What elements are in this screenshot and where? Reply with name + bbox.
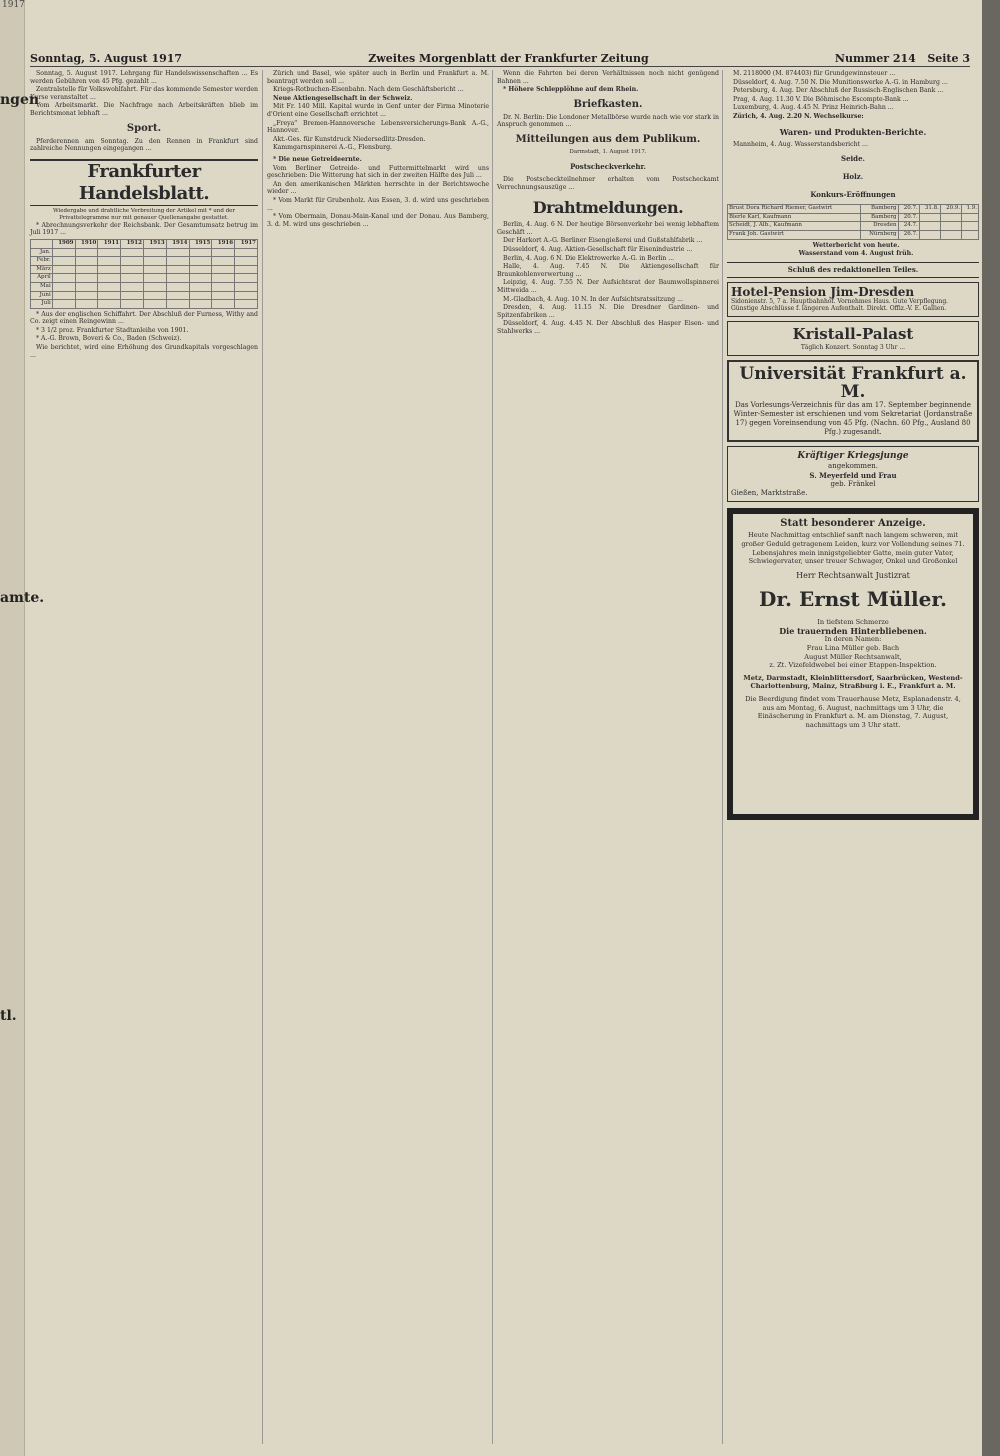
briefkasten-title: Briefkasten. [573, 98, 643, 110]
grubenholz-text: * Vom Markt für Grubenholz. Aus Essen, 3. d. wird uns geschrieben ... [267, 196, 489, 212]
handelsblatt-title: Frankfurter Handelsblatt. [30, 159, 258, 206]
anzeige-name: Dr. Ernst Müller. [758, 587, 948, 612]
col1-intro: Sonntag, 5. August 1917. Lehrgang für Handelswissenschaften ... Es werden Gebühren von 45 Pfg. gezahlt ... [30, 70, 258, 85]
anzeige-sub: In tiefstem Schmerze [817, 618, 889, 627]
harkort-text: Der Harkort A.-G. Berliner Eisengießerei und Gußstahlfabrik ... [503, 237, 703, 245]
table-row: Frank Joh. Gastwirt Nürnberg 26.7. [728, 230, 979, 239]
table-row: Juni [31, 291, 258, 300]
getreide-text: Vom Berliner Getreide- und Futtermittelmarkt wird uns geschrieben: Die Witterung hat sich in der zweiten Hälfte des Juli ... [267, 164, 489, 180]
col3-para2: Düsseldorf, 4. Aug. Aktien-Gesellschaft für Eisenindustrie ... [503, 245, 693, 253]
column-2 [262, 70, 489, 1444]
col2-para5: Akt.-Ges. für Kunstdruck Niedersedlitz-Dresden. [273, 135, 426, 143]
gutter-year: 1917 [2, 0, 25, 10]
col1-para4: * 3 1/2 proz. Frankfurter Stadtanleihe von 1901. [36, 326, 189, 334]
anzeige-text: Heute Nachmittag entschlief sanft nach langem schweren, mit großer Geduld getragenem Leiden, kurz vor Vollendung seines 71. Lebensjahres mein innigstgeliebter Gatte, mein guter Vater, Schwiegervater, unser treuer Schwager, Onkel und Großonkel [741, 531, 965, 566]
table-row: Scheidt, J. Alb., Kaufmann Dresden 24.7. [728, 222, 979, 231]
reichsbank-text: * Abrechnungsverkehr der Reichsbank. Der Gesamtumsatz betrug im Juli 1917 ... [30, 221, 258, 237]
obermain-text: * Vom Obermain, Donau-Main-Kanal und der Donau. Aus Bamberg, 3. d. M. wird uns geschrieben ... [267, 213, 489, 228]
gutter-word-1: ngen [0, 92, 40, 108]
col2-para2: Kriegs-Rotbuchen-Eisenbahn. Nach dem Geschäftsbericht ... [273, 86, 464, 94]
waren-title: Waren- und Produkten-Berichte. [779, 126, 927, 137]
col4-para1: M. 2118000 (M. 874403) für Grundgewinnsteuer ... [733, 70, 896, 77]
table-row: Jan. [31, 248, 258, 257]
kriegsjunge-ad [727, 446, 979, 502]
universitaet-ad [727, 360, 979, 442]
col1-para3: * Aus der englischen Schiffahrt. Der Abschluß der Furness, Withy and Co. zeigt einen Reingewinn ... [30, 310, 258, 326]
sport-title: Sport. [126, 122, 162, 134]
table-row: März [31, 265, 258, 274]
col2-para7: An den amerikanischen Märkten herrschte in der Berichtswoche wieder ... [267, 180, 489, 196]
header-number: Nummer 214 Seite 3 [834, 51, 970, 65]
kristall-title: Kristall-Palast [792, 324, 914, 343]
mourning-notice [727, 508, 979, 820]
table-row: April [31, 274, 258, 283]
kristall-text: Täglich Konzert. Sonntag 3 Uhr ... [800, 343, 906, 351]
reichsbank-table [30, 239, 258, 309]
schluss-text: Schluß des redaktionellen Teiles. [727, 262, 979, 278]
col2-para4: „Freya" Bremen-Hannoversche Lebensversicherungs-Bank A.-G., Hannover. [267, 119, 489, 135]
col1-para5: * A.-G. Brown, Boveri & Co., Baden (Schweiz). [36, 335, 182, 343]
col3-para3: Berlin, 4. Aug. 6 N. Die Elektrowerke A.-G. in Berlin ... [503, 254, 675, 262]
hotel-title: Hotel-Pension Jim-Dresden [731, 284, 915, 299]
konkurs-title: Konkurs-Eröffnungen [810, 190, 896, 200]
waren-text: Mannheim, 4. Aug. Wasserstandsbericht ... [733, 140, 868, 148]
table-row: Febr. [31, 257, 258, 266]
hotel-ad [727, 282, 979, 317]
col3-para5: Leipzig, 4. Aug. 7.55 N. Der Aufsichtsrat der Baumwollspinnerei Mittweida ... [497, 279, 719, 294]
col2-para6: Kammgarnspinnerei A.-G., Flensburg. [273, 144, 393, 152]
wechsel-text: Zürich, 4. Aug. 2.20 N. Wechselkurse: [733, 112, 864, 120]
kriegsjunge-place: Gießen, Marktstraße. [731, 488, 808, 497]
anzeige-places: Metz, Darmstadt, Kleinblittersdorf, Saarbrücken, Westend-Charlottenburg, Mainz, Straßburg i. E., Frankfurt a. M. [743, 673, 963, 691]
drahtmeldungen-title: Drahtmeldungen. [532, 198, 684, 218]
gutter-word-2: amte. [0, 590, 45, 606]
col3-para4: Halle, 4. Aug. 7.45 N. Die Aktiengesellschaft für Braunkohlenverwertung ... [497, 263, 719, 278]
wetter-text: Wetterbericht von heute. [812, 241, 900, 249]
col1-para1: Zentralstelle für Volkswohlfahrt. Für das kommende Semester werden Kurse veranstaltet ... [30, 86, 258, 101]
handelsblatt-sub: Wiedergabe und drahtliche Verbreitung der Artikel mit * und der Privattelegramme nur mit genauer Quellenangabe gestattet. [52, 207, 236, 221]
anzeige-sub3: In deren Namen: [824, 635, 882, 644]
anzeige-end: Die Beerdigung findet vom Trauerhause Metz, Esplanadenstr. 4, aus am Montag, 6. August, nachmittags um 3 Uhr, die Einäscherung in Frankfurt a. M. am Dienstag, 7. August, nachmittags um 3 Uhr statt. [745, 695, 961, 729]
col2-para3: Mit Fr. 140 Mill. Kapital wurde in Genf unter der Firma Minoterie d'Orient eine Gesellschaft errichtet ... [267, 103, 489, 118]
col4-para4: Prag, 4. Aug. 11.30 V. Die Böhmische Escompte-Bank ... [733, 95, 909, 103]
publikum-sub: Darmstadt, 1. August 1917. [569, 148, 647, 155]
holz-title: Holz. [842, 172, 864, 182]
anzeige-title: Statt besonderer Anzeige. [780, 517, 926, 529]
table-row: Bierle Karl, Kaufmann Bamberg 20.7. [728, 213, 979, 222]
wasser-text: Wasserstand vom 4. August früh. [798, 250, 914, 258]
table-row: Brust Dora Richard Riemer, Gastwirt Bamberg 20.7. 31.8. 20.9. 1.9. [728, 205, 979, 214]
kristall-ad [727, 321, 979, 356]
header-date: Sonntag, 5. August 1917 [30, 51, 183, 65]
anzeige-sub2: Die trauernden Hinterbliebenen. [779, 625, 927, 636]
anzeige-n2: August Müller Rechtsanwalt, [804, 652, 902, 661]
table-row: Juli [31, 300, 258, 309]
kriegsjunge-text1: angekommen. [828, 461, 878, 470]
header-edition: Zweites Morgenblatt der Frankfurter Zeitung [368, 51, 649, 65]
table-header-row: 1909 1910 1911 1912 1913 1914 1915 1916 1917 [31, 239, 258, 248]
page-header [30, 50, 970, 67]
col3-para7: Dresden, 4. Aug. 11.15 N. Die Dresdner Gardinen- und Spitzenfabriken ... [497, 304, 719, 319]
anzeige-n3: z. Zt. Vizefeldwebel bei einer Etappen-Inspektion. [769, 661, 937, 670]
postscheck-text: Die Postscheckteilnehmer erhalten vom Postscheckamt Verrechnungsauszüge ... [497, 175, 719, 191]
column-4 [722, 70, 979, 1444]
column-3 [492, 70, 719, 1444]
universitaet-title: Universität Frankfurt a. M. [739, 363, 967, 402]
col4-para2: Düsseldorf, 4. Aug. 7.50 N. Die Munitionswerke A.-G. in Hamburg ... [733, 78, 948, 86]
col3-para8: Düsseldorf, 4. Aug. 4.45 N. Der Abschluß des Hasper Eisen- und Stahlwerks ... [497, 320, 719, 335]
universitaet-text: Das Vorlesungs-Verzeichnis für das am 17. September beginnende Winter-Semester ist erschienen und vom Sekretariat (Jordanstraße 17) gegen Voreinsendung von 45 Pfg. (Nachn. 60 Pfg., Ausland 80 Pfg.) zugesandt. [733, 400, 973, 436]
column-1 [30, 70, 258, 1444]
anzeige-n1: Frau Lina Müller geb. Bach [806, 644, 900, 653]
col1-para6: Wie berichtet, wird eine Erhöhung des Grundkapitals vorgeschlagen ... [30, 344, 258, 359]
kriegsjunge-text2: S. Meyerfeld und Frau [809, 470, 897, 480]
col2-para1: Zürich und Basel, wie später auch in Berlin und Frankfurt a. M. beantragt werden soll ... [267, 70, 489, 85]
gutter-word-3: tl. [0, 1008, 17, 1024]
sport-text: Pferderennen am Sonntag. Zu den Rennen in Frankfurt sind zahlreiche Nennungen eingegangen ... [30, 137, 258, 153]
col4-para3: Petersburg, 4. Aug. Der Abschluß der Russisch-Englischen Bank ... [733, 87, 944, 95]
seide-title: Seide. [841, 154, 865, 164]
col2-head1: Neue Aktiengesellschaft in der Schweiz. [273, 94, 413, 102]
briefkasten-text: Dr. N. Berlin: Die Londoner Metallbörse wurde nach wie vor stark in Anspruch genommen ... [497, 113, 719, 129]
col3-para6: M.-Gladbach, 4. Aug. 10 N. In der Aufsichtsratssitzung ... [503, 295, 683, 303]
kriegsjunge-text3: geb. Fränkel [830, 479, 876, 488]
berlin-text: Berlin, 4. Aug. 6 N. Der heutige Börsenverkehr bei wenig lebhaftem Geschäft ... [497, 221, 719, 236]
col3-para1: Wenn die Fahrten bei deren Verhältnissen noch nicht genügend Bahnen ... [497, 70, 719, 85]
kriegsjunge-title: Kräftiger Kriegsjunge [797, 450, 909, 461]
getreide-title: * Die neue Getreideernte. [273, 155, 362, 163]
anzeige-pre: Herr Rechtsanwalt Justizrat [796, 570, 910, 580]
table-row: Mai [31, 282, 258, 291]
hotel-text: Sidonienstr. 5, 7 a. Hauptbahnhof. Vornehmes Haus. Gute Verpflegung. Günstige Abschlüsse f. längeren Aufenthalt. Direkt. Offiz.-V. E. Gallien. [731, 297, 949, 313]
col4-para5: Luxemburg, 4. Aug. 4.45 N. Prinz Heinrich-Bahn ... [733, 104, 894, 112]
konkurs-table [727, 204, 979, 239]
publikum-title: Mitteilungen aus dem Publikum. [515, 133, 701, 145]
col3-head1: * Höhere Schlepplöhne auf dem Rhein. [503, 86, 639, 94]
col1-para2: Vom Arbeitsmarkt. Die Nachfrage nach Arbeitskräften blieb im Berichtsmonat lebhaft ... [30, 102, 258, 117]
postscheck-title: Postscheckverkehr. [570, 161, 646, 171]
